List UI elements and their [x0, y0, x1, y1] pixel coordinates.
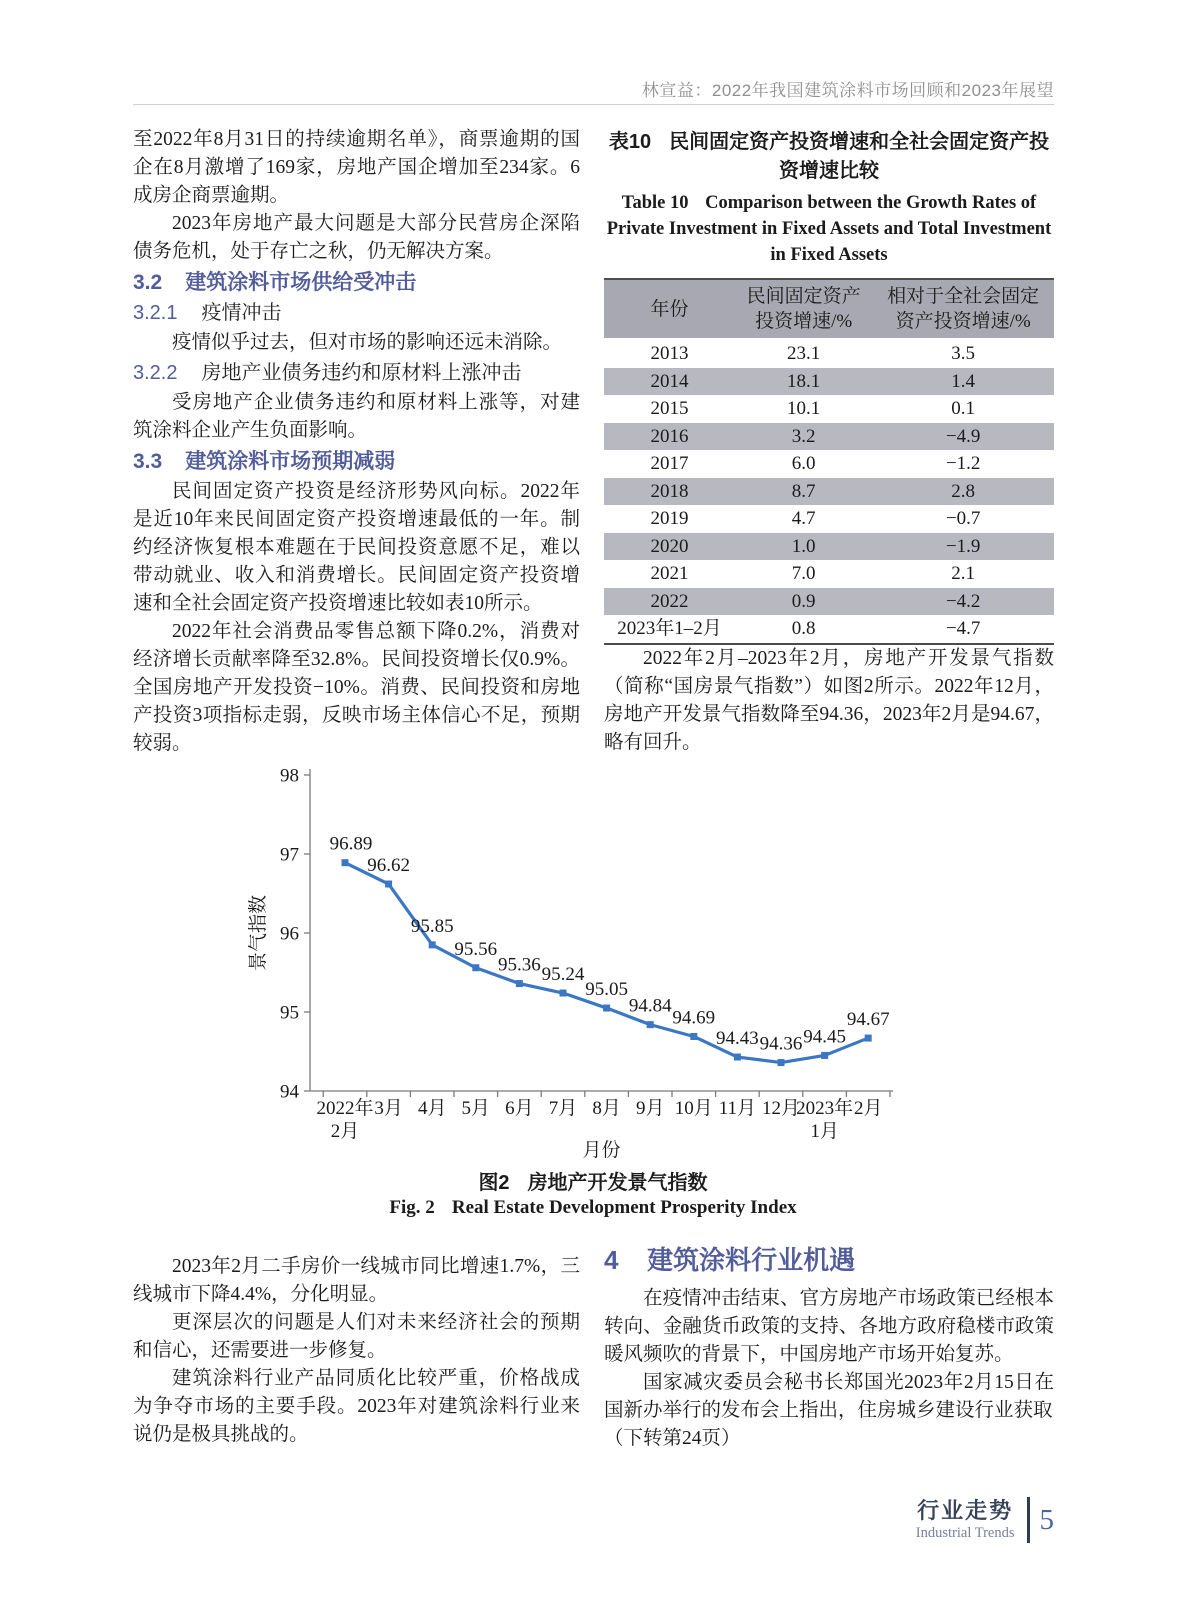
section-heading-4 — [604, 1243, 1054, 1277]
table-cell: −0.7 — [945, 508, 981, 529]
data-point-marker — [865, 1035, 872, 1042]
paragraph: 民间固定资产投资是经济形势风向标。2022年是近10年来民间固定资产投资增速最低的一年。制约经济恢复根本难题在于民间投资意愿不足，难以带动就业、收入和消费增长。民间固定资产投资增速和全社会固定资产投资增速比较如表10所示。 — [133, 481, 580, 614]
table-cell: 2017 — [650, 453, 689, 474]
figure2-chart — [248, 754, 938, 1219]
left-column — [133, 126, 580, 758]
data-label: 96.89 — [329, 833, 373, 855]
bottom-left-column — [133, 1243, 580, 1453]
y-tick-label: 96 — [280, 923, 299, 945]
table-row — [604, 560, 1054, 588]
heading-title: 建筑涂料行业机遇 — [647, 1245, 856, 1275]
table-cell: −4.7 — [945, 618, 981, 639]
table-row — [604, 615, 1054, 644]
table-cell: 2015 — [650, 398, 689, 419]
x-tick-label: 4月 — [417, 1098, 447, 1119]
x-tick-label: 9月 — [635, 1098, 665, 1119]
figure2-caption-zh — [248, 1166, 938, 1195]
y-axis-title: 景气指数 — [248, 894, 269, 972]
table-cell: 3.2 — [735, 423, 872, 451]
heading-title: 建筑涂料市场预期减弱 — [185, 450, 396, 473]
table10-title-en: Comparison between the Growth Rates of Private Investment in Fixed Assets and Total Investment in Fixed Assets — [606, 193, 1052, 265]
prosperity-index-chart-svg — [248, 754, 938, 1162]
figure2-label-zh: 图2 — [478, 1172, 510, 1194]
table-cell: 2016 — [604, 423, 735, 451]
section-heading-3-3 — [133, 448, 580, 476]
table-cell: 23.1 — [787, 343, 821, 364]
data-label: 95.56 — [454, 938, 498, 960]
paragraph: 2022年2月–2023年2月，房地产开发景气指数（简称“国房景气指数”）如图2所示。2022年12月，房地产开发景气指数降至94.36，2023年2月是94.67，略有回升。 — [604, 647, 1054, 753]
heading-title: 疫情冲击 — [201, 302, 282, 324]
x-tick-label: 1月 — [810, 1121, 839, 1142]
table-row — [604, 533, 1054, 561]
table-column-header: 年份 — [604, 279, 735, 339]
table-cell: 1.0 — [735, 533, 872, 561]
table-cell: 1.4 — [872, 368, 1054, 396]
section-heading-3-2-1 — [133, 299, 580, 327]
investment-table-body — [604, 339, 1054, 644]
data-point-marker — [778, 1059, 785, 1066]
y-tick-label: 97 — [280, 844, 299, 866]
section-heading-3-2-2 — [133, 359, 580, 387]
table-cell: −1.2 — [945, 453, 981, 474]
table10-title-zh: 民间固定资产投资增速和全社会固定资产投资增速比较 — [669, 131, 1050, 182]
x-tick-label: 2023年 — [796, 1098, 854, 1119]
investment-table — [604, 278, 1054, 645]
footer-section-zh: 行业走势 — [917, 1498, 1014, 1523]
x-tick-label: 12月 — [761, 1098, 801, 1119]
heading-number: 3.3 — [133, 450, 163, 473]
continued-note: （下转第24页） — [604, 1428, 741, 1449]
y-tick-label: 98 — [280, 765, 299, 787]
table-cell: 2023年1–2月 — [617, 618, 722, 639]
data-point-marker — [647, 1021, 654, 1028]
heading-title: 建筑涂料市场供给受冲击 — [185, 271, 417, 294]
figure2-caption-en — [248, 1197, 938, 1219]
footer-divider-bar — [1027, 1497, 1030, 1543]
table10-caption-zh — [604, 128, 1054, 186]
data-label: 94.36 — [759, 1033, 803, 1055]
table-cell: 0.1 — [951, 398, 976, 419]
table-cell: 2022 — [604, 588, 735, 616]
heading-number: 3.2 — [133, 271, 163, 294]
data-label: 95.36 — [498, 954, 541, 976]
table-header-row — [604, 279, 1054, 339]
data-label: 94.69 — [672, 1007, 716, 1029]
x-tick-label: 2月 — [853, 1098, 883, 1119]
paragraph: 至2022年8月31日的持续逾期名单》，商票逾期的国企在8月激增了169家，房地产国企增加至234家。6成房企商票逾期。 — [133, 129, 580, 206]
table-cell: 2019 — [650, 508, 689, 529]
table-row — [604, 368, 1054, 396]
x-tick-label: 5月 — [461, 1098, 491, 1119]
paragraph: 2023年2月二手房价一线城市同比增速1.7%，三线城市下降4.4%，分化明显。 — [133, 1256, 580, 1305]
bottom-section — [133, 1243, 1054, 1453]
x-tick-label: 2月 — [330, 1121, 360, 1142]
table-cell: 2018 — [604, 478, 735, 506]
x-tick-label: 10月 — [674, 1098, 713, 1119]
table10-label-en: Table 10 — [621, 193, 689, 213]
table-cell: 10.1 — [787, 398, 821, 419]
data-point-marker — [342, 859, 349, 866]
page-number: 5 — [1039, 1504, 1054, 1536]
data-point-marker — [385, 881, 392, 888]
table-cell: 8.7 — [735, 478, 872, 506]
data-label: 94.67 — [846, 1009, 890, 1031]
paragraph: 受房地产企业债务违约和原材料上涨等，对建筑涂料企业产生负面影响。 — [133, 392, 580, 441]
footer-section-en: Industrial Trends — [915, 1525, 1015, 1541]
x-axis-title: 月份 — [582, 1140, 621, 1161]
paragraph: 2022年社会消费品零售总额下降0.2%，消费对经济增长贡献率降至32.8%。民间投资增长仅0.9%。全国房地产开发投资−10%。消费、民间投资和房地产投资3项指标走弱，反映市场主体信心不足，预期较弱。 — [133, 621, 580, 754]
table-row — [604, 450, 1054, 478]
paragraph: 建筑涂料行业产品同质化比较严重，价格战成为争夺市场的主要手段。2023年对建筑涂料行业来说仍是极具挑战的。 — [133, 1368, 580, 1445]
data-point-marker — [734, 1054, 741, 1061]
table-cell: 0.9 — [735, 588, 872, 616]
table-cell: 2.1 — [951, 563, 976, 584]
x-tick-label: 3月 — [374, 1098, 403, 1119]
section-heading-3-2 — [133, 269, 580, 297]
data-point-marker — [821, 1052, 828, 1059]
x-tick-label: 11月 — [718, 1098, 757, 1119]
investment-table-head — [604, 279, 1054, 339]
table10-label-zh: 表10 — [608, 131, 652, 153]
table-cell: 2021 — [650, 563, 689, 584]
paragraph: 国家减灾委员会秘书长郑国光2023年2月15日在国新办举行的发布会上指出，住房城乡建设行业获取 — [604, 1372, 1054, 1421]
table-cell: 3.5 — [951, 343, 976, 364]
running-head: 林宣益：2022年我国建筑涂料市场回顾和2023年展望 — [641, 81, 1054, 100]
table-row — [604, 478, 1054, 506]
right-column — [604, 126, 1054, 758]
data-label: 95.05 — [585, 979, 628, 1001]
data-point-marker — [603, 1005, 610, 1012]
data-label: 96.62 — [367, 855, 410, 877]
table-cell: −4.2 — [872, 588, 1054, 616]
table-cell: 2014 — [604, 368, 735, 396]
bottom-right-column — [604, 1243, 1054, 1453]
heading-number: 4 — [604, 1245, 619, 1275]
data-point-marker — [429, 941, 436, 948]
data-point-marker — [516, 980, 523, 987]
table-row — [604, 588, 1054, 616]
paragraph: 2023年房地产最大问题是大部分民营房企深陷债务危机，处于存亡之秋，仍无解决方案。 — [133, 213, 580, 262]
y-tick-label: 95 — [280, 1002, 299, 1024]
table-cell: 2020 — [604, 533, 735, 561]
heading-number: 3.2.2 — [133, 362, 178, 384]
x-tick-label: 2022年 — [316, 1098, 374, 1119]
table-column-header: 相对于全社会固定 资产投资增速/% — [872, 279, 1054, 339]
data-point-marker — [690, 1033, 697, 1040]
table-row — [604, 339, 1054, 368]
top-section — [133, 126, 1054, 758]
paragraph: 在疫情冲击结束、官方房地产市场政策已经根本转向、金融货币政策的支持、各地方政府稳楼市政策暖风频吹的背景下，中国房地产市场开始复苏。 — [604, 1288, 1054, 1365]
table-cell: 18.1 — [735, 368, 872, 396]
table-row — [604, 423, 1054, 451]
table-cell: 0.8 — [791, 618, 816, 639]
data-label: 94.84 — [628, 995, 672, 1017]
paragraph: 疫情似乎过去，但对市场的影响还远未消除。 — [172, 332, 563, 353]
table-row — [604, 395, 1054, 423]
footer-section-name — [916, 1498, 1015, 1542]
figure2-label-en: Fig. 2 — [389, 1197, 435, 1218]
table-cell: 4.7 — [791, 508, 816, 529]
x-tick-label: 7月 — [548, 1098, 578, 1119]
figure2-title-en: Real Estate Development Prosperity Index — [451, 1197, 797, 1218]
table-column-header: 民间固定资产 投资增速/% — [735, 279, 872, 339]
data-label: 94.43 — [716, 1028, 759, 1050]
x-tick-label: 6月 — [505, 1098, 534, 1119]
table-cell: 2013 — [650, 343, 689, 364]
y-tick-label: 94 — [280, 1081, 299, 1103]
data-label: 95.85 — [410, 915, 454, 937]
table-row — [604, 505, 1054, 533]
x-tick-label: 8月 — [592, 1098, 621, 1119]
data-label: 94.45 — [803, 1026, 846, 1048]
data-point-marker — [560, 990, 567, 997]
table-cell: 7.0 — [791, 563, 816, 584]
header-rule — [133, 104, 1054, 105]
table-cell: 2.8 — [872, 478, 1054, 506]
table-cell: −4.9 — [872, 423, 1054, 451]
paragraph: 更深层次的问题是人们对未来经济社会的预期和信心，还需要进一步修复。 — [133, 1312, 580, 1361]
table10-caption-en — [604, 190, 1054, 268]
heading-number: 3.2.1 — [133, 302, 178, 324]
page-footer — [133, 1497, 1054, 1543]
figure2-title-zh: 房地产开发景气指数 — [527, 1172, 708, 1194]
data-point-marker — [472, 964, 479, 971]
data-label: 95.24 — [541, 964, 585, 986]
table-cell: −1.9 — [872, 533, 1054, 561]
table-cell: 6.0 — [791, 453, 816, 474]
heading-title: 房地产业债务违约和原材料上涨冲击 — [201, 362, 522, 384]
